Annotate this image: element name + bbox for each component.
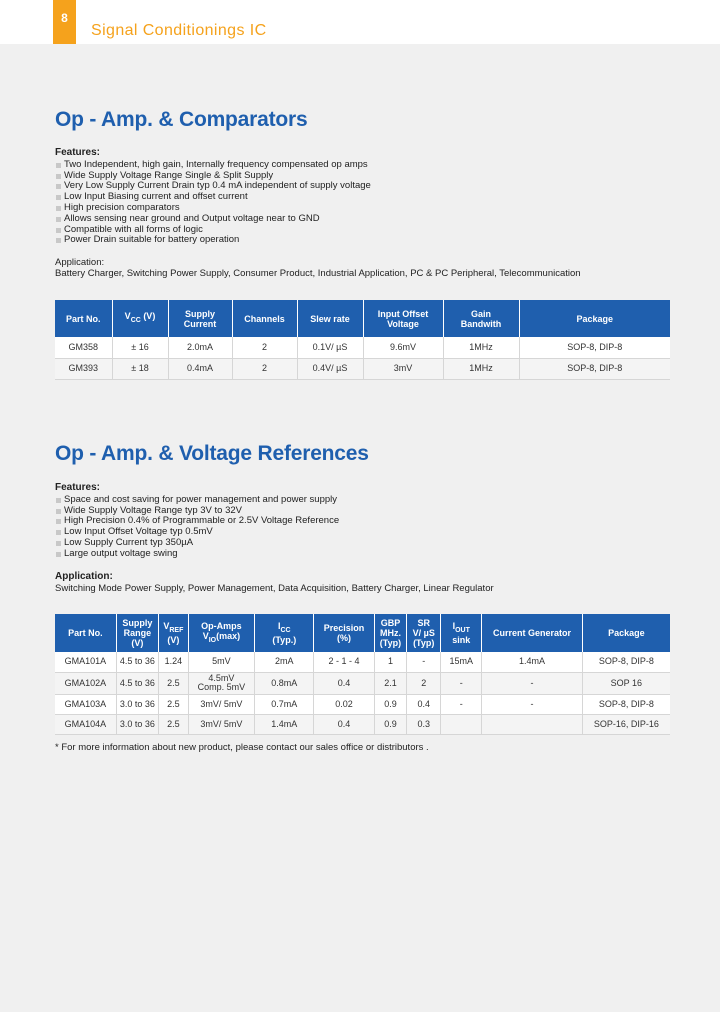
references-features bbox=[55, 483, 339, 560]
header-gain-bandwidth: Gain Bandwith bbox=[443, 300, 519, 337]
header-opamps: Op-Amps $V_{IO}(\max)$ bbox=[188, 614, 255, 652]
header-icc: $I_{CC}$ (Typ.) bbox=[255, 614, 314, 652]
feature-item: Low Input Offset Voltage typ 0.5mV bbox=[64, 527, 339, 538]
header-input-offset: Input Offset Voltage bbox=[363, 300, 443, 337]
application-label: Application: bbox=[55, 257, 105, 268]
feature-item: High precision comparators bbox=[64, 203, 371, 214]
table-row: GM358 ± 16 2.0mA 2 0.1V/ µS 9.6mV 1MHz SOP-8, DIP-8 bbox=[55, 337, 670, 358]
comparators-table bbox=[55, 300, 670, 380]
header-part: Part No. bbox=[55, 300, 112, 337]
references-application bbox=[55, 572, 494, 595]
footnote: * For more information about new product, please contact our sales office or distributors . bbox=[55, 742, 429, 753]
header-iout: $I_{OUT}$ sink bbox=[441, 614, 482, 652]
feature-item: Two Independent, high gain, Internally frequency compensated op amps bbox=[64, 160, 371, 171]
feature-item: Low Supply Current typ 350µA bbox=[64, 538, 339, 549]
feature-item: High Precision 0.4% of Programmable or 2.5V Voltage Reference bbox=[64, 515, 340, 527]
feature-item: Wide Supply Voltage Range typ 3V to 32V bbox=[64, 506, 339, 517]
feature-item: Compatible with all forms of logic bbox=[64, 225, 371, 236]
header-current-generator: Current Generator bbox=[482, 614, 582, 652]
header-package: Package bbox=[519, 300, 670, 337]
feature-item: Space and cost saving for power management and power supply bbox=[64, 495, 339, 506]
header-precision: Precision (%) bbox=[314, 614, 374, 652]
features-label: Features: bbox=[55, 482, 101, 493]
table-row: GMA104A 3.0 to 36 2.5 3mV/ 5mV 1.4mA 0.4 0.9 0.3 SOP-16, DIP-16 bbox=[55, 714, 670, 734]
feature-item: Wide Supply Voltage Range Single & Split Supply bbox=[64, 171, 371, 182]
header-supply-range: Supply Range (V) bbox=[116, 614, 158, 652]
page-number-tab: 8 bbox=[53, 0, 76, 44]
references-table bbox=[55, 614, 670, 735]
application-text: Switching Mode Power Supply, Power Management, Data Acquisition, Battery Charger, Linear Regulator bbox=[55, 582, 494, 594]
header-channels: Channels bbox=[232, 300, 297, 337]
header-supply-current: Supply Current bbox=[168, 300, 232, 337]
header-vref: $V_{REF}$ (V) bbox=[159, 614, 189, 652]
table-row: GMA101A 4.5 to 36 1.24 5mV 2mA 2 - 1 - 4 1 - 15mA 1.4mA SOP-8, DIP-8 bbox=[55, 652, 670, 672]
feature-item: Low Input Biasing current and offset current bbox=[64, 192, 371, 203]
table-row: GM393 ± 18 0.4mA 2 0.4V/ µS 3mV 1MHz SOP-8, DIP-8 bbox=[55, 358, 670, 379]
features-label: Features: bbox=[55, 147, 101, 158]
comparators-features bbox=[55, 148, 371, 246]
header-package: Package bbox=[582, 614, 670, 652]
feature-item: Power Drain suitable for battery operation bbox=[64, 235, 371, 246]
table-row: GMA103A 3.0 to 36 2.5 3mV/ 5mV 0.7mA 0.02 0.9 0.4 - - SOP-8, DIP-8 bbox=[55, 694, 670, 714]
application-label: Application: bbox=[55, 571, 113, 582]
header-gbp: GBP MHz. (Typ) bbox=[374, 614, 407, 652]
table-row: GMA102A 4.5 to 36 2.5 4.5mV Comp. 5mV 0.8mA 0.4 2.1 2 - - SOP 16 bbox=[55, 672, 670, 694]
header-sr: SR V/ µS (Typ) bbox=[407, 614, 441, 652]
feature-item: Allows sensing near ground and Output voltage near to GND bbox=[64, 214, 371, 225]
comparators-heading: Op - Amp. & Comparators bbox=[55, 108, 308, 131]
header-part: Part No. bbox=[55, 614, 116, 652]
header-vcc: $V_{CC}$ (V) bbox=[112, 300, 168, 337]
application-text: Battery Charger, Switching Power Supply, Consumer Product, Industrial Application, PC & PC Peripheral, Telecommunication bbox=[55, 267, 581, 279]
comparators-application bbox=[55, 258, 581, 280]
references-heading: Op - Amp. & Voltage References bbox=[55, 442, 369, 465]
section-title: Signal Conditionings IC bbox=[91, 22, 267, 39]
feature-item: Large output voltage swing bbox=[64, 549, 339, 560]
feature-item: Very Low Supply Current Drain typ 0.4 mA independent of supply voltage bbox=[64, 180, 371, 192]
header-slew-rate: Slew rate bbox=[297, 300, 363, 337]
